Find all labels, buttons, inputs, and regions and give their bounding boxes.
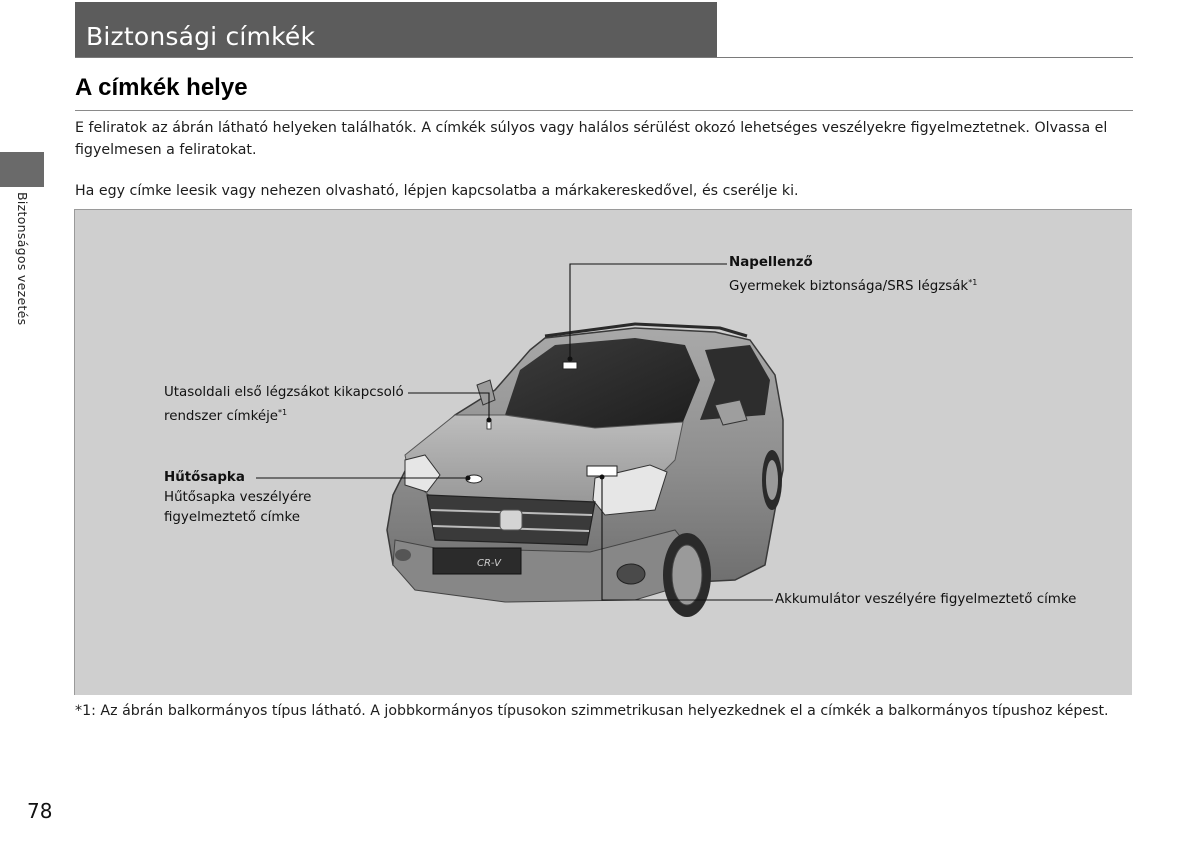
intro-paragraph: E feliratok az ábrán látható helyeken találhatók. A címkék súlyos vagy halálos sérülést okozó lehetséges veszélyekre figyelmeztetnek. Olvassa el figyelmesen a feliratokat. <box>75 120 1108 158</box>
chapter-tab <box>0 152 44 187</box>
sunvisor-text: Gyermekek biztonsága/SRS légzsák <box>729 279 969 294</box>
radiator-cap-callout <box>164 468 311 528</box>
battery-text: Akkumulátor veszélyére figyelmeztető címke <box>775 592 1077 607</box>
sunvisor-callout <box>729 253 977 297</box>
airbag-line2: rendszer címkéje <box>164 409 279 424</box>
replacement-paragraph: Ha egy címke leesik vagy nehezen olvasható, lépjen kapcsolatba a márkakereskedővel, és cserélje ki. <box>75 183 799 199</box>
section-title: Biztonsági címkék <box>86 22 316 51</box>
page-number: 78 <box>27 799 53 823</box>
footnote-text: Az ábrán balkormányos típus látható. A jobbkormányos típusokon szimmetrikusan helyezkednek el a címkék a balkormányos típushoz képest. <box>100 703 1109 719</box>
footnote-marker: *1: <box>75 703 96 719</box>
battery-callout <box>775 590 1076 610</box>
airbag-label-marker <box>487 418 492 423</box>
passenger-airbag-callout <box>164 383 404 427</box>
battery-label-marker <box>600 475 605 480</box>
heading-divider <box>75 110 1133 111</box>
page-heading: A címkék helye <box>75 74 248 101</box>
radiator-cap-marker <box>466 476 471 481</box>
section-divider <box>75 57 1133 58</box>
sunvisor-marker <box>568 357 573 362</box>
label-location-figure <box>74 209 1132 695</box>
radiator-cap-title: Hűtősapka <box>164 470 245 485</box>
car-body <box>387 324 783 617</box>
radiator-cap-line2: figyelmeztető címke <box>164 510 300 525</box>
chapter-label: Biztonságos vezetés <box>15 192 30 326</box>
footnote <box>75 700 1175 722</box>
radiator-cap-line1: Hűtősapka veszélyére <box>164 490 312 505</box>
sunvisor-title: Napellenző <box>729 255 813 270</box>
airbag-line1: Utasoldali első légzsákot kikapcsoló <box>164 385 404 400</box>
section-title-bar <box>75 2 717 58</box>
badge-text: CR-V <box>477 558 501 569</box>
sunvisor-footnote-mark: *1 <box>968 278 978 287</box>
airbag-footnote-mark: *1 <box>278 408 288 417</box>
